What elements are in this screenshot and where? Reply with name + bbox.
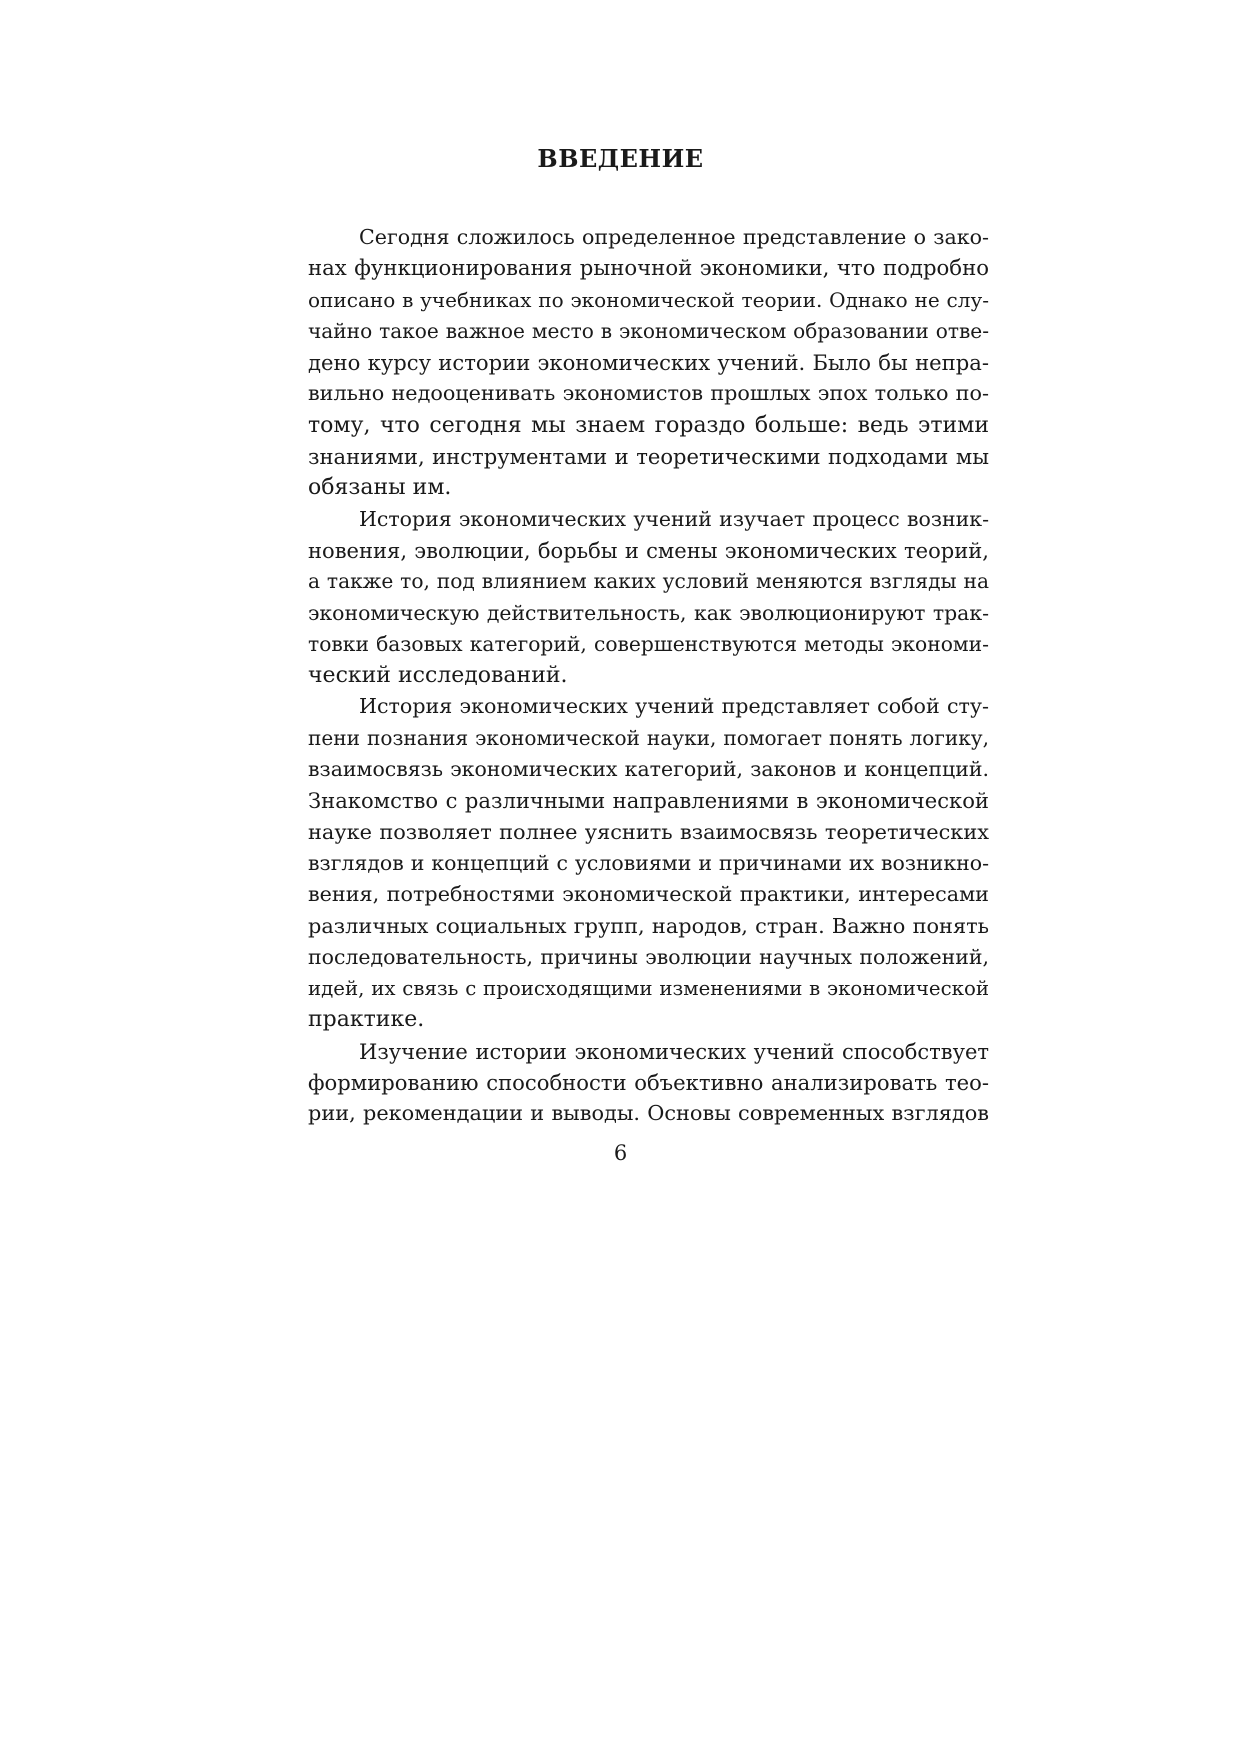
paragraph-4 <box>308 1036 989 1130</box>
text-line: описано в учебниках по экономической теории. Однако не слу- <box>308 287 989 312</box>
text-line: дено курсу истории экономических учений. Было бы непра- <box>308 350 989 376</box>
text-line: последовательность, причины эволюции научных положений, <box>308 944 989 969</box>
text-line: идей, их связь с происходящими изменениями в экономической <box>308 977 989 1001</box>
text-line: вения, потребностями экономической практики, интересами <box>308 882 989 907</box>
text-line: тому, что сегодня мы знаем гораздо больше: ведь этими <box>308 412 989 438</box>
paragraph-3 <box>308 691 989 1035</box>
text-line: взаимосвязь экономических категорий, законов и концепций. <box>308 757 989 782</box>
page-title: ВВЕДЕНИЕ <box>537 144 704 173</box>
text-line: а также то, под влиянием каких условий меняются взгляды на <box>308 569 989 594</box>
text-line: различных социальных групп, народов, стран. Важно понять <box>308 913 989 938</box>
text-line: новения, эволюции, борьбы и смены экономических теорий, <box>308 537 989 563</box>
paragraph-2 <box>308 504 989 692</box>
body-text <box>308 222 989 1130</box>
text-line: Знакомство с различными направлениями в экономической <box>308 788 989 814</box>
text-line: История экономических учений представляет собой сту- <box>359 694 989 719</box>
text-line: пени познания экономической науки, помогает понять логику, <box>308 725 989 750</box>
text-line: обязаны им. <box>308 475 452 501</box>
text-line: экономическую действительность, как эволюционируют трак- <box>308 600 989 625</box>
text-line: Изучение истории экономических учений способствует <box>359 1038 989 1064</box>
text-line: История экономических учений изучает процесс возник- <box>359 506 989 531</box>
text-line: вильно недооценивать экономистов прошлых эпох только по- <box>308 381 989 406</box>
text-line: ческий исследований. <box>308 663 568 689</box>
page-number: 6 <box>613 1141 628 1165</box>
text-line: нах функционирования рыночной экономики, что подробно <box>308 256 989 282</box>
text-line: науке позволяет полнее уяснить взаимосвязь теоретических <box>308 819 989 844</box>
text-line: знаниями, инструментами и теоретическими подходами мы <box>308 444 989 470</box>
text-line: формированию способности объективно анализировать тео- <box>308 1070 989 1096</box>
text-line: взглядов и концепций с условиями и причинами их возникно- <box>308 850 989 875</box>
paragraph-1 <box>308 222 989 504</box>
text-line: товки базовых категорий, совершенствуются методы экономи- <box>308 631 989 656</box>
text-line: Сегодня сложилось определенное представление о зако- <box>359 225 989 249</box>
text-line: чайно такое важное место в экономическом образовании отве- <box>308 318 989 343</box>
text-line: практике. <box>308 1007 425 1033</box>
text-line: рии, рекомендации и выводы. Основы современных взглядов <box>308 1101 989 1126</box>
